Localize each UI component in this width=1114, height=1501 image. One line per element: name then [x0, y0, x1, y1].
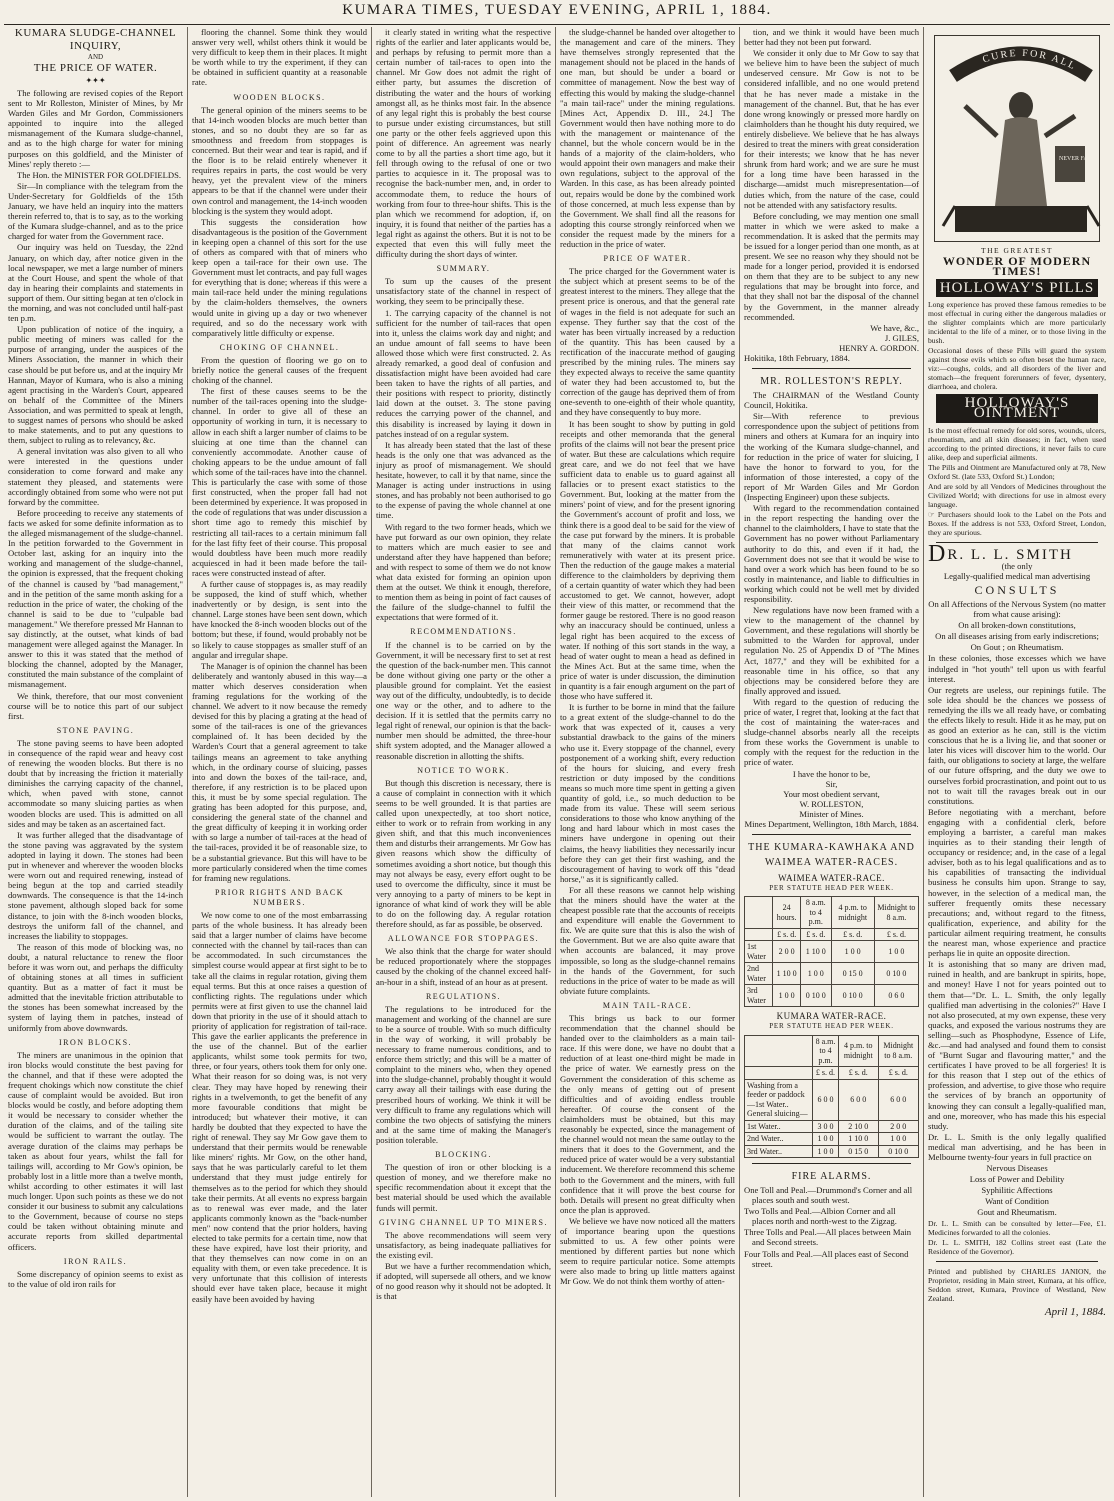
column-6-adverts [924, 27, 1110, 1497]
section-heading: PRIOR RIGHTS AND BACK NUMBERS. [214, 887, 345, 907]
table-cell: 3rd Water [745, 985, 773, 1007]
paragraph: We believe we have now noticed all the matters of importance bearing upon the questions submitted to us. A few other points were mentioned by different parties but none which seem to require particular notice. Some attempts were also made to bring up little matters against Mr Gow. We do not think them worthy of atten- [560, 1215, 735, 1287]
paragraph: Our inquiry was held on Tuesday, the 22nd January, on which day, after notice given in the local newspaper, we met a large number of miners at the Court House, and spent the whole of that day in hearing their complaints and statements in support of them. Our sitting began at ten o'clock in the morning, and was not concluded until half-past ten p.m. [8, 242, 183, 324]
section-heading: SUMMARY. [436, 264, 491, 274]
table-cell: Midnight to 8 a.m. [874, 897, 918, 929]
table-cell: £ s. d. [812, 1067, 838, 1080]
paragraph: The question of iron or other blocking is a question of money, and we therefore make no specific recommendation about it except that the best material should be used which the available funds will permit. [376, 1162, 551, 1213]
smith-legal: Legally-qualified medical man advertising [943, 570, 1091, 581]
paragraph: With regard to the two former heads, which we have put forward as our own opinion, they relate to matters which are much easier to see and understand after they have happened than before; and with respect to some of them we do not know what data existed for forming an opinion upon them at the outset. We think it enough, therefore, to mention them as being in point of fact causes of the failure of the sludge-channel to fulfil the expectations that were formed of it. [376, 521, 551, 623]
reply-place: Mines Department, Wellington, 18th March, 1884. [744, 819, 919, 830]
paragraph: If the channel is to be carried on by the Government, it will be necessary first to set at rest the question of the back-number men. This cannot be done without giving one party or the other a plausible ground for complaint. Yet the easiest way out of the difficulty, undoubtedly, is to decide one way or the other, and to adhere to the decision. If it is settled that the permits carry no legal right of renewal, our opinion is that the back-number men should be admitted, the three-hour shift system adopted, and the Manager allowed a reasonable discretion in allotting the shifts. [376, 639, 551, 761]
line: Minister of Mines. [799, 808, 864, 819]
table-cell: 1st Water [745, 941, 773, 963]
paragraph: 1. The carrying capacity of the channel is not sufficient for the number of tail-races that open into it, unless the claims work day and night; and an undue amount of fall seems to have been allowed those which were first constructed. 2. As already remarked, a good deal of confusion and dissatisfaction might have been avoided had care been taken to have the rights of all parties, and their positions with respect to priority, distinctly laid down at the outset. 3. The stone paving reduces the carrying power of the channel, and this disability is increased by laying it down in patches instead of on a regular system. [376, 307, 551, 439]
table-cell: 2nd Water [745, 963, 773, 985]
allowance-body [376, 946, 551, 986]
table-cell: 1 0 0 [773, 985, 801, 1007]
paragraph: From the question of flooring we go on to briefly notice the general causes of the frequent choking of the channel. [192, 354, 367, 386]
cure-for-all-illustration [934, 35, 1100, 242]
summary-body [376, 276, 551, 622]
paragraph: This suggests the consideration how disadvantageous is the position of the Government in keeping open a channel of this sort for the use of others as compared with that of miners who keep open a tail-race for their own use. The Government must let contracts, and pay full wages for everything that is done; whereas if this were a main tail-race held under the mining regulations by the claim-holders themselves, the owners would unite in giving up a day or two whenever required, and so do the necessary work with comparatively little difficulty or expense. [192, 216, 367, 338]
paragraph: Dr. L. L. Smith is the only legally qualified medical man advertising, and he has been in Melbourne twenty-four years in full practice on [928, 1131, 1106, 1162]
table-cell: 6 0 0 [812, 1079, 838, 1120]
table-cell: 2 10 0 [838, 1120, 878, 1133]
table-cell: 1 0 0 [801, 963, 831, 985]
paragraph: We think, therefore, that our most convenient course will be to notice this part of our subject first. [8, 690, 183, 721]
divider [752, 834, 911, 835]
paragraph: The general opinion of the miners seems to be that 14-inch wooden blocks are much better than stones, and so no doubt they are so far as smoothness and freedom from stoppages is concerned. But their wear and tear is rapid, and if the floor is to be relaid entirely whenever it requires repairs in parts, the cost would be very heavy, yet the prevalent view of the miners appears to be that if the channel were under their own control and management, the 14-inch wooden blocking is the system they would adopt. [192, 104, 367, 216]
kumara-tariff-table [744, 1035, 919, 1159]
paragraph: One Toll and Peal.—Drummond's Corner and all places south and south west. [744, 1185, 913, 1206]
paragraph: But we have a further recommendation which, if adopted, will supersede all others, and we know of no good reason why it should not be adopted. It is that [376, 1260, 551, 1302]
holloway-pills-banner: HOLLOWAY'S PILLS [936, 279, 1098, 297]
article-address: The Hon. the MINISTER FOR GOLDFIELDS. [17, 169, 181, 180]
article-headline-and: AND [87, 53, 104, 61]
section-heading: RECOMMENDATIONS. [410, 627, 517, 637]
paragraph: On Gout ; on Rheumatism. [970, 642, 1064, 653]
section-heading: PRICE OF WATER. [603, 254, 692, 264]
table-cell: 24 hours. [773, 897, 801, 929]
divider [752, 1163, 911, 1164]
prior-rights-body [192, 910, 367, 1304]
pills-text-2: Occasional doses of these Pills will guard the system against those evils which so often beset the human race, viz:—coughs, colds, and all disorders of the liver and stomach—the frequent forerunners of fever, dysentery, diarrhoea, and cholera. [928, 346, 1106, 392]
paragraph: On all broken-down constitutions, [958, 620, 1076, 631]
section-heading: MAIN TAIL-RACE. [602, 1000, 693, 1010]
paragraph: For all these reasons we cannot help wishing that the miners should have the water at the cheapest possible rate that the accounts of receipts and expenditure will enable the Government to fix. We are quite sure that this is also the wish of the Government. But we are also quite aware that when accounts are balanced, it may prove impossible, so long as the sludge-channel remains in the hands of the Government, for such reductions in the price of water to be made as will obviate future complaints. [560, 884, 735, 996]
paragraph: Gout and Rheumatism. [977, 1207, 1057, 1218]
paragraph: it clearly stated in writing what the respective rights of the earlier and later applicants would be, and perhaps by refusing to permit more than a certain number of tail-races to open into the channel. Mr Gow does not admit the right of either party, but assumes the discretion of distributing the water and the hours of working amongst all, as he thinks most fair. In the absence of any legal right this is probably the best course to pursue under existing circumstances, but still one party or the other feels aggrieved upon this point of difference. An agreement was nearly come to by all the parties a short time ago, but it fell through owing to the refusal of one or two parties to acquiesce in it. The proposal was to recognise the back-number men, and, in order to accommodate them, to reduce the hours of working from four to three-hour shifts. This is the plan which we recommend for adoption, if, on inquiry, it is found that neither of the parties has a legal right as against the others. But it is not to be expected that even this will fully meet the difficulty during the short days of winter. [376, 27, 551, 260]
table-cell: £ s. d. [831, 928, 874, 941]
table-cell: 0 15 0 [838, 1145, 878, 1158]
paragraph: The regulations to be introduced for the management and working of the channel are sure to be a source of trouble. With so much difficulty in the way of working, it will probably be necessary to frame numerous conditions, and to enforce them strictly; and this will be a matter of complaint to the miners who, when they opened into the sludge-channel, probably thought it would carry away all their tailings with ease during the prescribed hours of working. We think it will be very difficult to frame any regulations which will combine the two objects of satisfying the miners and at the same time of making the Manager's position tolerable. [376, 1003, 551, 1145]
column-3-top [376, 27, 551, 259]
section-heading: ALLOWANCE FOR STOPPAGES. [387, 934, 540, 944]
paragraph: The stone paving seems to have been adopted in consequence of the rapid wear and heavy cost of renewing the wooden blocks. But there is no doubt that by increasing the friction it materially diminishes the carrying capacity of the channel, which, when paved with stone, cannot accommodate so many sluicing parties as when wooden blocks are used. This is admitted on all sides and may be taken as an ascertained fact. [8, 737, 183, 829]
column-4-top [560, 27, 735, 249]
paragraph: The Manager is of opinion the channel has been deliberately and wantonly abused in this way—a matter which deserves consideration when framing regulations for the working of the channel. We advert to it now because the remedy devised for this by placing a grating at the head of some of the tail-races is one of the grievances complained of. It has been decided by the Warden's Court that a general agreement to take tailings means an agreement to take anything which, in the ordinary course of sluicing, passes into and down the boxes of the tail-race, and, therefore, if any restriction is to be placed upon this, it must be by some special regulation. The grating has been adopted for this purpose, and, considering the general state of the channel and the great difficulty of keeping it in working order with so large a number of tail-races at the head of the tail-races, provided it be of reasonable size, to be a substantial grievance. But this will have to be more particularly considered when the time comes for framing new regulations. [192, 660, 367, 883]
paragraph: Loss of Power and Debility [969, 1174, 1065, 1185]
smith-address: Dr. L. L. SMITH, 182 Collins street east (Late the Residence of the Governor). [928, 1237, 1106, 1256]
line: Your most obedient servant, [783, 788, 880, 799]
paragraph: The miners are unanimous in the opinion that iron blocks would constitute the best paving for the channel, and that if these were adopted the frequent chokings which now constitute the chief cause of complaint would be avoided. But iron blocks would be costly, and before adopting them it would be necessary to consider whether the duration of the claims, and of the tailing site would be sufficient to warrant the outlay. The average duration of the claims may perhaps be taken as about four years, whilst the fall for tailings will, according to Mr Gow's opinion, be probably lost in a little more than a twelve month, whilst according to other estimates it will last much longer. Upon such points as these we do not consider it our business to submit any calculations to the Government, because of course no steps could be taken without obtaining minute and accurate reports from skilled departmental officers. [8, 1049, 183, 1252]
table-cell: Midnight to 8 a.m. [878, 1035, 918, 1067]
table-cell [745, 928, 773, 941]
divider [752, 368, 911, 369]
holloway-ointment-banner: HOLLOWAY'S OINTMENT [936, 394, 1098, 422]
table-cell: Washing from a feeder or paddock—1st Water.. General sluicing— [745, 1079, 813, 1120]
article-headline-1: KUMARA SLUDGE-CHANNEL [14, 27, 177, 39]
table-cell [745, 1067, 813, 1080]
smith-specialties [928, 1163, 1106, 1217]
table-cell: 1 0 0 [874, 941, 918, 963]
giving-channel-body [376, 1230, 551, 1302]
paragraph: flooring the channel. Some think they would answer very well, whilst others think it would be very difficult to keep them in their places. It might be worth while to try the experiment, if they can be obtained in sufficient quantity at a reasonable rate. [192, 27, 367, 88]
table-cell: 6 0 0 [878, 1079, 918, 1120]
manufactured-text: The Pills and Ointment are Manufactured only at 78, New Oxford St. (late 533, Oxford St.) London; [928, 462, 1106, 481]
races-heading-1: THE KUMARA-KAWHAKA AND [748, 842, 915, 854]
table-row [745, 941, 919, 963]
choking-body [192, 355, 367, 883]
never-fail-label: NEVER FAIL [1059, 156, 1094, 162]
table-cell: 8 a.m. to 4 p.m. [812, 1035, 838, 1067]
paragraph: Nervous Diseases [986, 1163, 1048, 1174]
paragraph: Before proceeding to receive any statements of facts we asked for some definite information as to the alleged mismanagement of the sludge-channel. In the petition forwarded to the Government in October last, asking for an inquiry into the working and management of the sludge-channel, the opinion is expressed, that the frequent choking of the channel is caused by "bad management," and in the petition of the same month asking for a reduction in the price of water, the choking of the channel is said to be due to "culpable bad management." We therefore pressed Mr Hannan to say distinctly, at the outset, what kinds of bad management were alleged against the Manager. In answer to this it was stated that the method of blocking the channel, adopted by the Manager, constituted the main substance of the complaint of mismanagement. [8, 507, 183, 690]
column-3 [372, 27, 556, 1497]
table-cell: 0 15 0 [831, 963, 874, 985]
table-cell: 3rd Water.. [745, 1145, 813, 1158]
paragraph: It is further to be borne in mind that the failure to a great extent of the sludge-channel to do the work that was expected of it, causes a very substantial drawback to the gains of the miners who use it. Every stoppage of the channel, every postponement of a working shift, every reduction of the hours for sluicing, and every fresh restriction or duty imposed by the conditions means so much more time spent in getting a given quantity of gold, i.e., so much deduction to be made from its value. These will seem serious considerations to those who know anything of the long and hard labour which in most cases the miners have undergone in opening out their claims, the heavy liabilities they necessarily incur before they can get their first washing, and the discouragement of having to work off this "dead horse," as it is significantly called. [560, 702, 735, 884]
divider [936, 542, 1098, 543]
consults-heading: CONSULTS [974, 582, 1060, 597]
column-2 [188, 27, 372, 1497]
table-row [745, 1145, 919, 1158]
section-heading: STONE PAVING. [56, 725, 135, 735]
iron-blocks-body [8, 1050, 183, 1252]
table-row [745, 1079, 919, 1120]
regulations-body [376, 1004, 551, 1145]
table-row [745, 1067, 919, 1080]
table-cell: 0 10 0 [878, 1145, 918, 1158]
paragraph: Sir—With reference to previous correspondence upon the subject of petitions from miners and others at Kumara for an inquiry into the working of the Kumara sludge-channel, and for reduction in the price of water for sluicing, I have the honor to forward to you, for the information of those interested, a copy of the report of Mr Warden Giles and Mr Gordon (Inspecting Engineer) upon these subjects. [744, 411, 919, 503]
table-cell: 0 6 0 [874, 985, 918, 1007]
purchasers-text: ☞ Purchasers should look to the Label on the Pots and Boxes. If the address is not 533, Oxford Street, London, they are spurious. [928, 509, 1106, 537]
paragraph: On all diseases arising from early indiscretions; [935, 631, 1099, 642]
consults-list [928, 599, 1106, 652]
column-5 [740, 27, 924, 1497]
table-cell: 4 p.m. to midnight [831, 897, 874, 929]
smith-fee: Dr. L. L. Smith can be consulted by letter—Fee, £1. Medicines forwarded to all the colonies. [928, 1218, 1106, 1237]
table-cell: 8 a.m. to 4 p.m. [801, 897, 831, 929]
paragraph: Want of Condition [985, 1196, 1049, 1207]
races-heading-2: WAIMEA WATER-RACES. [764, 857, 899, 869]
table-cell: 1st Water.. [745, 1120, 813, 1133]
paragraph: tion, and we think it would have been much better had they not been put forward. [744, 27, 919, 48]
notice-body [376, 778, 551, 929]
imprint: Printed and published by CHARLES JANION, the Proprietor, residing in Main street, Kumara, at his office, Seddon street, Kumara, Province of Westland, New Zealand. [928, 1266, 1106, 1303]
masthead: KUMARA TIMES, TUESDAY EVENING, APRIL 1, 1884. [342, 2, 772, 18]
column-1 [4, 27, 188, 1497]
paragraph: A general invitation was also given to all who were interested in the questions under consideration to come forward and make any statement they pleased, and statements were accordingly obtained from some who were not put forward by the committee. [8, 446, 183, 507]
table-cell: 1 10 0 [838, 1133, 878, 1146]
fire-alarms-heading: FIRE ALARMS. [791, 1171, 872, 1182]
table-row [745, 928, 919, 941]
paragraph: Upon publication of notice of the inquiry, a public meeting of miners was called for the purpose of arranging, under the auspices of the Miners Association, the manner in which their case should be put before us, and at the inquiry Mr Hannan, Mayor of Kumara, who is also a mining agent practising in the Warden's Court, appeared on behalf of the Committee of the Miners Association, and was permitted to speak at length, to suggest names of persons who should be asked to make statements, and to put any questions to them, subject to ruling as to relevancy, &c. [8, 324, 183, 446]
imprint-date: April 1, 1884. [1044, 1305, 1106, 1318]
smith-only: (the only [1001, 560, 1033, 571]
article-headline-3: THE PRICE OF WATER. [33, 62, 158, 74]
smith-initial: D [928, 540, 948, 567]
column-2-top [192, 27, 367, 88]
table-cell: £ s. d. [773, 928, 801, 941]
line: W. ROLLESTON, [799, 798, 864, 809]
line: HENRY A. GORDON. [839, 342, 919, 353]
section-heading: WOODEN BLOCKS. [233, 92, 326, 102]
paragraph: Three Tolls and Peal.—All places between Main and Second streets. [744, 1227, 912, 1248]
table-cell: 1 0 0 [812, 1133, 838, 1146]
main-tail-race-body [560, 1013, 735, 1287]
paragraph: We consider it only due to Mr Gow to say that we believe him to have been the subject of much undeserved censure. Mr Gow is not to be considered infallible, and no one would pretend that he has never made a mistake in the management of the channel. But, that he has ever done wrong knowingly or pressed more hardly on claimholders than he thought his duty required, we entirely disbelieve. We believe that he has always desired to treat the miners with great consideration for their interests; we know that he has never shrunk from hard work; and we are sure he must for a long time have been harassed in the discharge—amidst much misrepresentation—of duties which, from the nature of the case, could not be attended with any satisfactory results. [744, 48, 919, 210]
table-2-subtitle: PER STATUTE HEAD PER WEEK. [769, 1022, 894, 1031]
paragraph: It has been sought to show by putting in gold receipts and other memoranda that the general profits of the claims will not bear the present price of water. But these are calculations which require great care, and we do not feel that we have sufficient data to enable us to guard against all fallacies or to present exact statistics to the Government. But, looking at the matter from the miners' point of view, and for the present ignoring the Government's account of profit and loss, we think there is a good deal to be said for the view of the case put forward by the miners. It is probable that many of the claims cannot work remuneratively with water at its present price. Then the reduction of the gauge makes a material difference to the claimholders by depriving them of a certain quantity of water which they had been accustomed to get. We cannot, however, adopt their view of this matter, or recommend that the former gauge be restored. There is no good reason why an inaccuracy should be continued, unless a legal right has been acquired to the excess of water. If nothing of this sort stands in the way, a head of water ought to mean a head as defined in the Mines Act. But at the same time, when the price of water is under discussion, the diminution in quantity is a fair enough argument on the part of those who have suffered it. [560, 418, 736, 702]
paragraph: Two Tolls and Peal.—Albion Corner and all places north and north-west to the Zigzag. [744, 1206, 897, 1227]
table-cell: 3 0 0 [812, 1120, 838, 1133]
wooden-blocks-body [192, 105, 367, 338]
section-heading: GIVING CHANNEL UP TO MINERS. [379, 1217, 548, 1227]
paragraph: New regulations have now been framed with a view to the management of the channel by Government, and these regulations will shortly be submitted to the Warden for approval, under regulation No. 25 of Appendix D of "The Mines Act, 1877," and they will be exhibited for a reasonable time in his office, so that any objections may be considered before they are finally approved and issued. [744, 605, 919, 696]
paragraph: To sum up the causes of the present unsatisfactory state of the channel in respect of working, they seem to be principally these. [376, 276, 551, 307]
section-heading: CHOKING OF CHANNEL. [219, 342, 340, 352]
table-cell: 1 10 0 [773, 963, 801, 985]
waimea-tariff-table [744, 896, 919, 1007]
line: J. GILES, [884, 332, 919, 343]
paragraph: Our regrets are useless, our repinings futile. The sole idea should be the chances we possess of remedying the ills we all ready have, or combating the effects likely to result. Hide it as he may, put on as good an exterior as he can, still is the victim conscious that he is a living lie, and that sooner or later his vices will discover him to the world. Our faith, our obligations to society at large, the welfare of our future offspring, and the duty we owe to ourselves forbid procrastination, and point out to us not to wait till the ravages break out in our constitutions. [928, 684, 1106, 806]
paragraph: With regard to the question of reducing the price of water, I regret that, looking at the fact that the cost of maintaining the water-races and sludge-channel absorbs nearly all the receipts from these works the Government is unable to comply with the request for the reduction in the price of water. [744, 696, 919, 768]
ornament-icon: ✦✦✦ [85, 76, 106, 85]
reply-address: The CHAIRMAN of the Westland County Council, Hokitika. [744, 390, 919, 411]
article-headline-2: INQUIRY, [69, 40, 122, 52]
table-cell: 1 0 0 [878, 1133, 918, 1146]
table-row [745, 1120, 919, 1133]
signoff-place: Hokitika, 18th February, 1884. [744, 353, 850, 363]
paragraph: With regard to the recommendation contained in the report respecting the handing over the channel to the claimholders, I have to state that the Government has no power without Parliamentary authority to do this, and even if it had, the Government does not see that it would be wise to hand over a work which has been found to be so costly in maintenance, and liable to difficulties in working which could not be well met by divided responsibility. [744, 503, 919, 604]
paragraph: It has already been stated that the last of these heads is the only one that was advanced as the injury as proof of mismanagement. We should hesitate, however, to call it by that name, since the Manager is acting under instructions in using stones, and has probably not been authorised to go to the expense of paving the whole channel at one time. [376, 439, 551, 521]
cure-banner-text: CURE FOR ALL [981, 47, 1079, 73]
paragraph: Sir—In compliance with the telegram from the Under-Secretary for Goldfields of the 15th January, we have held an inquiry into the matters therein referred to, that is to say, as to the working of the Kumara sludge-channel, and as to the price charged for water from the Government race. [8, 180, 183, 242]
greatest-label: THE GREATEST [981, 246, 1053, 255]
section-heading: REGULATIONS. [425, 991, 502, 1001]
table-cell: 0 10 0 [874, 963, 918, 985]
table-cell: 6 0 0 [838, 1079, 878, 1120]
table-cell: 1 0 0 [812, 1145, 838, 1158]
table-cell: 0 10 0 [801, 985, 831, 1007]
price-of-water-body [560, 266, 735, 996]
paragraph: We also think that the charge for water should be reduced proportionately where the stoppages caused by the choking of the channel exceed half-an-hour in a shift, instead of an hour as at present. [376, 946, 551, 987]
paragraph: In these colonies, those excesses which we have indulged in "hot youth" tell upon us with fearful interest. [928, 653, 1106, 684]
table-cell: 2 0 0 [773, 941, 801, 963]
article-body [8, 181, 183, 721]
ointment-text: Is the most effectual remedy for old sores, wounds, ulcers, rheumatism, and all skin diseases; in fact, when used according to the printed directions, it never fails to cure alike, deep and superficial ailments. [928, 425, 1106, 462]
paragraph: It was further alleged that the disadvantage of the stone paving was aggravated by the system adopted in laying it down. The stones had been put in whenever and wherever the wooden blocks were worn out and required renewing, instead of being begun at the top and carried steadily downwards. The consequence is that the 14-inch stone pavement, although sloped back for some distance, to join with the 8-inch wooden blocks, destroys the uniform fall of the channel, and increases the liability to stoppages. [8, 829, 183, 941]
table-cell: £ s. d. [801, 928, 831, 941]
paragraph: Before negotiating with a merchant, before engaging with a confidential clerk, before employing a barrister, a careful man makes inquiries as to their standing their length of occupancy or residence; and, in the case of a legal adviser, both as to his legal qualifications and as to his capabilities of transacting the individual business he consults him upon. Strange to say, however, in the selection of a medical man, the sufferer frequently omits these necessary precautions; and, without regard to the fitness, qualification, experience, and ability for the particular ailment requiring treatment, he consults the nearest man, whose experience and practice perhaps lie in quite an opposite direction. [928, 806, 1106, 959]
table-cell: 2nd Water.. [745, 1133, 813, 1146]
paragraph: On all Affections of the Nervous System (no matter from what cause arising): [928, 598, 1106, 620]
column-4 [556, 27, 740, 1497]
iron-rails-body: Some discrepancy of opinion seems to exist as to the value of old iron rails for [8, 1268, 183, 1289]
table-row [745, 1035, 919, 1067]
masthead-rule [4, 24, 1110, 25]
section-heading: BLOCKING. [435, 1150, 492, 1160]
recommendations-body [376, 640, 551, 761]
paragraph: The reason of this mode of blocking was, no doubt, a natural reluctance to renew the floor before it was worn out, and perhaps the difficulty of obtaining stones at all times in sufficient quantity. But as a matter of fact it must be admitted that the inevitable friction attributable to the stones has been somewhat increased by the system of laying them in patches, instead of uniformly from above downwards. [8, 941, 183, 1033]
smith-body [928, 653, 1106, 1162]
reply-signature [744, 769, 919, 819]
paragraph: Four Tolls and Peal.—All places east of Second street. [744, 1248, 909, 1269]
paragraph: It is astonishing that so many are driven mad, ruined in health, and are bankrupt in spirits, hope, and money! Have I not for years pointed out to them that—"Dr. L. L. Smith, the only legally qualified man advertising in the colonies?" Have I not also prosecuted, at my own expense, these very quacks, and exposed the various nostrums they are selling—such as Phosphodyne, Essence of Life, &c.—and had analysed and found them to consist of "Burnt Sugar and flavouring matter," and the certificates I have proved to be all forgeries! It is for this reason that I step out of the ethics of profession, and advertise, to give those who require the services of by branch an opportunity of knowing they can consult a legally-qualified man, and one, moreover, who has made this his especial study. [928, 959, 1106, 1131]
paragraph: Before concluding, we may mention one small matter in which we were asked to make a recommendation. It is asked that the permits may be issued for a longer period than one month, as at present. We see no reason why they should not be made for a longer period, provided it is endorsed on them that they are to be subject to any new regulations that may be brought into force, and that they shall not bar the disposal of the channel by the Government, in the manner already recommended. [744, 210, 919, 322]
table-cell: 2 0 0 [878, 1120, 918, 1133]
table-cell: £ s. d. [874, 928, 918, 941]
section-heading: NOTICE TO WORK. [417, 765, 510, 775]
table-cell: £ s. d. [838, 1067, 878, 1080]
table-row [745, 897, 919, 929]
paragraph: We now come to one of the most embarrassing parts of the whole business. It has already been said that a larger number of claims have become connected with the channel by tail-races than can be accommodated. In such circumstances the simplest course would appear at first sight to be to take all the claims in regular rotation, giving them equal terms. But this at once raises a question of conflicting rights. The regulations under which permits were at first given to use the channel laid down that priority in the use of it should attach to priority of application for registration of tail-race. This gave the earlier applicants the preference in the use of the channel. But of the earlier applicants, whilst some took permits for two, three, or four years, others took them for only one. What their reason for so doing was, is not very clear. They may have hoped by renewing their rights in a twelvemonth, to get the benefit of any more favourable conditions that might be introduced; but whatever their motive, it can hardly be doubted that they expected to have the right of renewal. They say Mr Gow gave them to understand that their permits would be renewable like miners' rights. Mr Gow, on the other hand, says that he was particularly careful to let them understand that they must judge entirely for themselves as to the period for which they should take their permits. At all events no express bargain as to renewal was ever made, and the later applicants commonly known as the "back-number men" now contend that the prior holders, having elected to take permits for a certain time, now that these have expired, have lost their priority, and that they themselves can now come in on an equality with them, or even take precedence. It is very unfortunate that this collision of interests should ever have taken place, because it might easily have been avoided by having [192, 909, 367, 1304]
wonder-label: WONDER OF MODERN TIMES! [942, 254, 1092, 279]
paragraph: Syphilitic Affections [981, 1185, 1053, 1196]
table-cell [745, 897, 773, 929]
line: I have the honor to be, [792, 768, 871, 779]
paragraph: The first of these causes seems to be the number of the tail-races opening into the sludge-channel. In order to give all of these an opportunity of working in turn, it is necessary to allow in each shift a larger number of claims to be sluicing at one time than the channel can conveniently accommodate. Another cause of choking appears to be the undue amount of fall which some of the tail-races have into the channel. This is particularly the case with some of those first constructed, when the proper fall had not been determined by experience. It was proposed in the code of regulations that was under discussion a short time ago to remedy this mischief by restricting all tail-races to a certain minimum fall for the last fifty feet of their course. This proposal would doubtless have been much more readily acquiesced in had it been made before the tail-races were constructed instead of after. [192, 386, 367, 578]
table-cell: 4 p.m. to midnight [838, 1035, 878, 1067]
table-cell [745, 1035, 813, 1067]
table-cell: 1 10 0 [801, 941, 831, 963]
signoff [744, 323, 919, 353]
article-intro: The following are revised copies of the Report sent to Mr Rolleston, Minister of Mines, by Mr Warden Giles and Mr Gordon, Commissioners appointed to inquire into the alleged mismanagement of the Kumara sludge-channel, and as to the high charge for water for mining purposes on this goldfield, and the Minister of Mines' reply thereto :— [8, 88, 183, 169]
table-row [745, 985, 919, 1007]
sold-text: And are sold by all Vendors of Medicines throughout the Civilized World; with directions for use in almost every language. [928, 481, 1106, 509]
smith-name-rest: R. L. L. SMITH [947, 546, 1073, 563]
divider [936, 1261, 1098, 1262]
table-cell: 0 10 0 [831, 985, 874, 1007]
goddess-illustration-icon [935, 36, 1107, 239]
reply-body [744, 411, 919, 767]
paragraph: But though this discretion is necessary, there is a cause of complaint in connection with it which seems to be well grounded. It is that parties are called upon unexpectedly, at too short notice, either to work or to refrain from working in any given shift, and that this much inconveniences them and disturbs their arrangements. Mr Gow has given reasons which show the difficulty of sometimes avoiding a short notice, but though this may not always be easy, every effort ought to be used to overcome the difficulty, since it must be very annoying to a party of miners to be kept in ignorance of what kind of work they will be able to do on the following day. A regular rotation therefore should, as far as possible, be observed. [376, 777, 551, 930]
table-row [745, 963, 919, 985]
reply-heading: MR. ROLLESTON'S REPLY. [760, 376, 903, 388]
paragraph: This brings us back to our former recommendation that the channel should be handed over to the claimholders as a main tail-race. If this were done, we have no doubt that a reduction of at least one-third might be made in the price of water. We earnestly press on the Government the consideration of this scheme as the only means of getting out of present difficulties and of avoiding endless trouble hereafter. Of course the consent of the claimholders must be obtained, but this may reasonably be expected, since the management of the channel would not mean the same outlay to the miners that it does to the Government, and the reduced price of water would be a very substantial inducement. We therefore recommend this scheme both to the Government and the miners, with full confidence that it will prove the best course for both. Details will present no great difficulty when once the plan is approved. [560, 1013, 735, 1215]
blocking-body [376, 1162, 551, 1212]
stone-paving-body [8, 738, 183, 1033]
paragraph: A further cause of stoppages is, as may readily be supposed, the kind of stuff which, whether inadvertently or by design, is sent into the channel. Large stones have been sent down, which have knocked the 8-inch wooden blocks out of the bottom; but these, if found, would probably not be so likely to cause stoppages as smaller stuff of an angular and irregular shape. [192, 578, 367, 660]
table-row [745, 1133, 919, 1146]
table-2-title: KUMARA WATER-RACE. [776, 1011, 887, 1022]
line: We have, &c., [870, 322, 919, 333]
pills-text: Long experience has proved these famous remedies to be most effectual in curing either the dangerous maladies or the slighter complaints which are more particularly incidental to the life of a miner, or to those living in the bush. [928, 300, 1106, 346]
table-1-subtitle: PER STATUTE HEAD PER WEEK. [769, 884, 894, 893]
paragraph: The price charged for the Government water is the subject which at present seems to be of the greatest interest to the miners. They allege that the present price is onerous, and that the general rate of wages in the field is not adequate for such an expense. They further say that the cost of the water has been virtually increased by a reduction of the quantity. This has been caused by a rectification of the inaccurate method of gauging prescribed by the mining rules. The miners say they expected always to receive the same quantity of water they had been accustomed to, but the correction of the gauge has deprived them of from one-seventh to one-eighth of their whole quantity, and they have consequently to buy more. [560, 266, 735, 418]
section-heading: IRON RAILS. [63, 1256, 128, 1266]
fire-alarms-list [744, 1185, 919, 1269]
column-5-top [744, 27, 919, 322]
columns [4, 27, 1110, 1497]
table-cell: 1 0 0 [831, 941, 874, 963]
table-1-title: WAIMEA WATER-RACE. [778, 873, 885, 884]
line: Sir, [825, 778, 838, 789]
paragraph: the sludge-channel be handed over altogether to the management and care of the miners. They have themselves strongly represented that the management should not be placed in the hands of one man, but should be under a board or committee of management. Now the best way of effecting this would by making the sludge-channel "a main tail-race" under the mining regulations. [Mines Act, Appendix D. III., 24.] The Government would then have nothing more to do with the management or maintenance of the channel, but the whole concern would be in the hands of a majority of the claim-holders, who would appoint their own managers and make their own regulations, subject to the approval of the Warden. In this case, as has been already pointed out, repairs would be done by the combined work of those concerned, at much less expense than by the Government. We shall find all the reasons for adopting this course strongly reinforced when we consider the request made by the miners for a reduction in the price of water. [560, 27, 735, 249]
paragraph: The above recommendations will seem very unsatisfactory, as being inadequate palliatives for the existing evil. [376, 1229, 551, 1260]
section-heading: IRON BLOCKS. [58, 1037, 133, 1047]
table-cell: £ s. d. [878, 1067, 918, 1080]
